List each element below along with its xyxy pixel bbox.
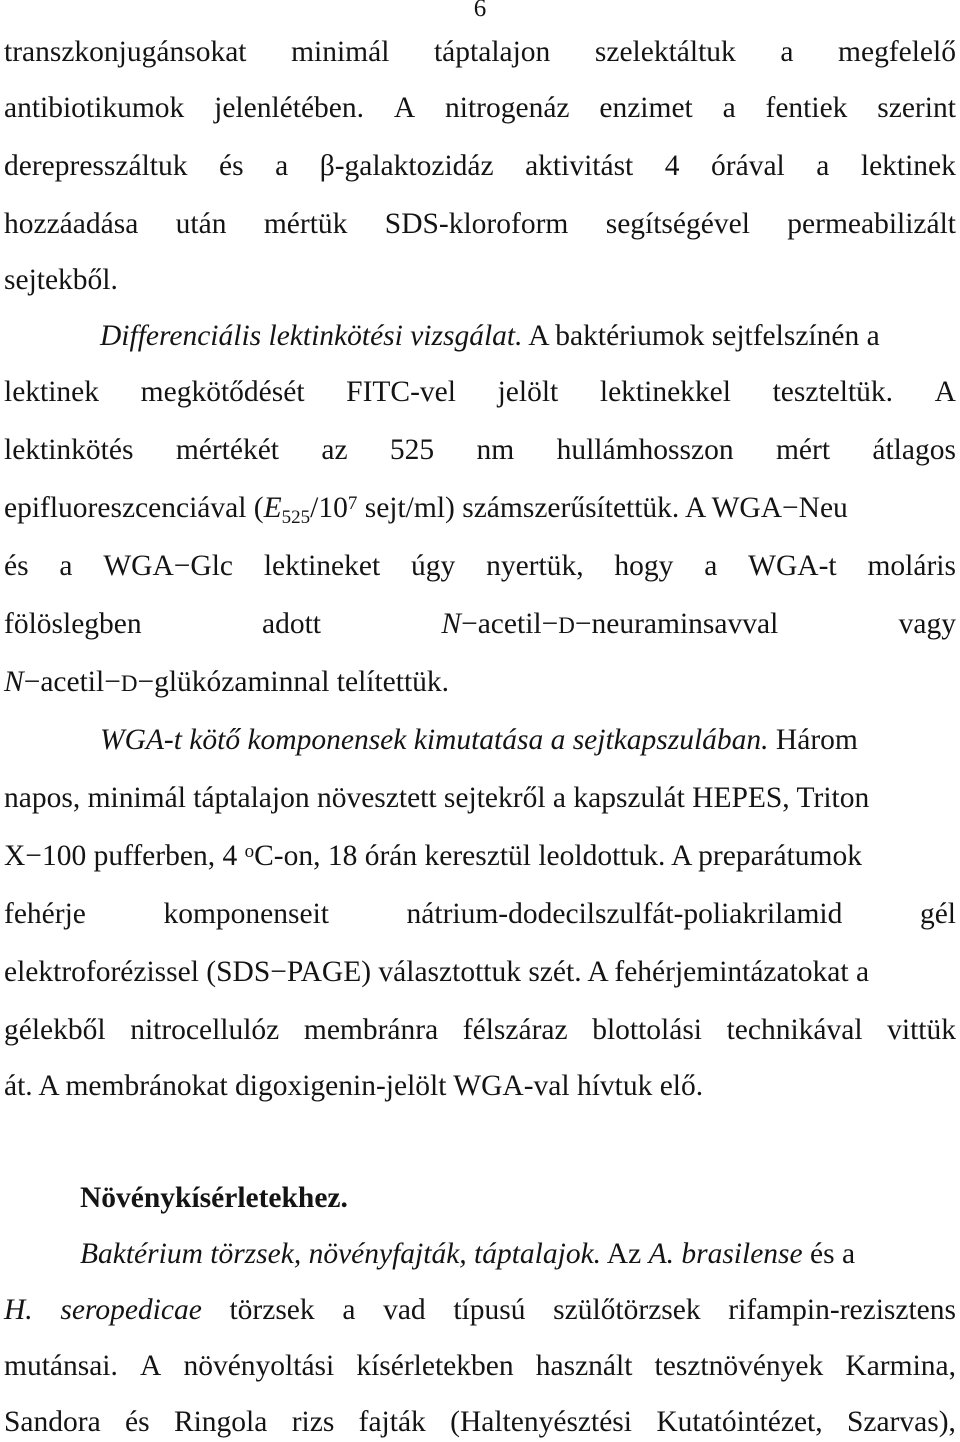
word: WGA-t <box>748 550 837 582</box>
text-run: fölöslegben <box>4 608 142 640</box>
text-run: típusú <box>453 1294 526 1326</box>
text-line: sejtekből. <box>4 264 118 296</box>
word: fehérje <box>4 898 86 930</box>
word: fentiek <box>765 92 848 124</box>
word: lektinekkel <box>599 376 731 408</box>
word: a <box>275 150 289 182</box>
word: enzimet <box>599 92 693 124</box>
word: A <box>393 92 416 124</box>
section-run-in-heading: Baktérium törzsek, növényfajták, táptalajok. <box>80 1238 602 1270</box>
word: minimál <box>291 36 390 68</box>
word: táptalajon <box>433 36 551 68</box>
word: lektinkötés <box>4 434 134 466</box>
word: blottolási <box>592 1014 702 1046</box>
word: segítségével <box>605 208 750 240</box>
superscript: 7 <box>347 493 358 514</box>
text-line <box>4 1290 956 1330</box>
text-run: A baktériumok sejtfelszínén a <box>522 320 880 352</box>
text-line <box>4 372 956 412</box>
symbol-n: N <box>4 666 24 698</box>
text-line: elektroforézissel (SDS−PAGE) választottuk szét. A fehérjemintázatokat a <box>4 956 870 988</box>
section-heading: Növénykísérletekhez. <box>80 1182 348 1214</box>
word: 4 <box>664 150 680 182</box>
word: moláris <box>867 550 956 582</box>
text-line <box>4 662 956 702</box>
text-run: /10 <box>310 492 348 524</box>
text-run: −acetil− <box>23 666 121 698</box>
word: szerint <box>877 92 956 124</box>
symbol-e: E <box>263 492 282 524</box>
word: a <box>59 550 73 582</box>
symbol-d: D <box>120 671 138 696</box>
word: nyertük, <box>486 550 584 582</box>
word: félszáraz <box>462 1014 568 1046</box>
text-line <box>4 836 956 876</box>
word: a <box>722 92 736 124</box>
word: (Haltenyésztési <box>450 1406 632 1438</box>
word: A <box>934 376 956 408</box>
text-line <box>4 204 956 244</box>
text-line <box>4 546 956 586</box>
word: mért <box>775 434 831 466</box>
text-line: át. A membránokat digoxigenin-jelölt WGA-val hívtuk elő. <box>4 1070 704 1102</box>
word: lektinek <box>4 376 100 408</box>
word: nitrocellulóz <box>130 1014 280 1046</box>
word: átlagos <box>872 434 956 466</box>
word: mutánsai. <box>4 1350 118 1382</box>
word: a <box>780 36 794 68</box>
word: membránra <box>303 1014 439 1046</box>
word: használt <box>535 1350 633 1382</box>
text-line <box>4 88 956 128</box>
word: után <box>175 208 227 240</box>
word: Sandora <box>4 1406 101 1438</box>
word: WGA−Glc <box>103 550 234 582</box>
word: vittük <box>887 1014 956 1046</box>
text-run: és a <box>802 1238 856 1270</box>
word: SDS-kloroform <box>384 208 569 240</box>
word: Kutatóintézet, <box>656 1406 823 1438</box>
section-run-in-heading: Differenciális lektinkötési vizsgálat. <box>100 320 523 352</box>
word: az <box>321 434 348 466</box>
word: β-galaktozidáz <box>319 150 494 182</box>
word: hozzáadása <box>4 208 139 240</box>
text-run: X−100 pufferben, 4 <box>4 840 245 872</box>
text-run: vagy <box>898 608 956 640</box>
text-line: napos, minimál táptalajon növesztett sejtekről a kapszulát HEPES, Triton <box>4 782 870 814</box>
word: növényoltási <box>183 1350 335 1382</box>
word: lektineket <box>263 550 381 582</box>
section-run-in-heading: WGA-t kötő komponensek kimutatása a sejtkapszulában. <box>100 724 769 756</box>
text-line <box>80 1234 956 1274</box>
word: jelölt <box>497 376 559 408</box>
text-run: sejt/ml) számszerűsítettük. A WGA−Neu <box>357 492 848 524</box>
text-run: vad <box>383 1294 426 1326</box>
page-number: 6 <box>473 0 487 22</box>
word: Karmina, <box>845 1350 956 1382</box>
text-line <box>4 146 956 186</box>
word: a <box>816 150 830 182</box>
text-line <box>4 894 956 934</box>
subscript: 525 <box>281 507 311 528</box>
word: mértük <box>263 208 348 240</box>
text-line <box>4 488 956 528</box>
word: és <box>4 550 29 582</box>
word: derepresszáltuk <box>4 150 188 182</box>
text-run: C-on, 18 órán keresztül leoldottuk. A preparátumok <box>254 840 862 872</box>
text-run: rifampin-rezisztens <box>728 1294 956 1326</box>
word: permeabilizált <box>787 208 956 240</box>
word: szelektáltuk <box>594 36 736 68</box>
word: megkötődését <box>140 376 305 408</box>
word: fajták <box>358 1406 426 1438</box>
text-run: epifluoreszcenciával ( <box>4 492 264 524</box>
species-name: A. brasilense <box>648 1238 803 1270</box>
text-run: szülőtörzsek <box>553 1294 701 1326</box>
word: mértékét <box>175 434 280 466</box>
species-name: H. <box>4 1294 33 1326</box>
text-run: N−acetil−D−neuraminsavval <box>441 608 779 640</box>
word: FITC-vel <box>346 376 456 408</box>
text-line <box>4 32 956 72</box>
word: megfelelő <box>838 36 956 68</box>
text-line <box>100 720 956 760</box>
word: komponenseit <box>163 898 329 930</box>
word: Ringola <box>173 1406 268 1438</box>
word: úgy <box>411 550 456 582</box>
text-run: adott <box>262 608 322 640</box>
word: rizs <box>291 1406 335 1438</box>
text-run: Az <box>601 1238 649 1270</box>
text-run: a <box>342 1294 356 1326</box>
word: 525 <box>389 434 435 466</box>
word: hullámhosszon <box>556 434 734 466</box>
word: hogy <box>614 550 674 582</box>
text-line <box>4 604 956 644</box>
word: kísérletekben <box>356 1350 514 1382</box>
word: és <box>218 150 244 182</box>
word: nm <box>476 434 515 466</box>
word: a <box>704 550 718 582</box>
text-line <box>4 1402 956 1442</box>
word: A <box>140 1350 162 1382</box>
text-line <box>4 430 956 470</box>
word: gél <box>919 898 956 930</box>
word: transzkonjugánsokat <box>4 36 247 68</box>
word: nitrogenáz <box>445 92 570 124</box>
text-run: −glükózaminnal telítettük. <box>137 666 450 698</box>
text-line <box>100 316 956 356</box>
word: teszteltük. <box>772 376 894 408</box>
superscript: o <box>244 841 255 862</box>
word: órával <box>711 150 785 182</box>
text-line <box>4 1346 956 1386</box>
word: technikával <box>726 1014 863 1046</box>
word: antibiotikumok <box>4 92 185 124</box>
word: tesztnövények <box>654 1350 824 1382</box>
word: Szarvas), <box>846 1406 956 1438</box>
word: nátrium-dodecilszulfát-poliakrilamid <box>406 898 843 930</box>
word: lektinek <box>860 150 956 182</box>
text-line <box>4 1010 956 1050</box>
word: gélekből <box>4 1014 106 1046</box>
word: jelenlétében. <box>214 92 365 124</box>
text-run: Három <box>768 724 858 756</box>
word: aktivitást <box>525 150 634 182</box>
text-run: törzsek <box>229 1294 315 1326</box>
word: és <box>125 1406 150 1438</box>
species-name: seropedicae <box>60 1294 202 1326</box>
